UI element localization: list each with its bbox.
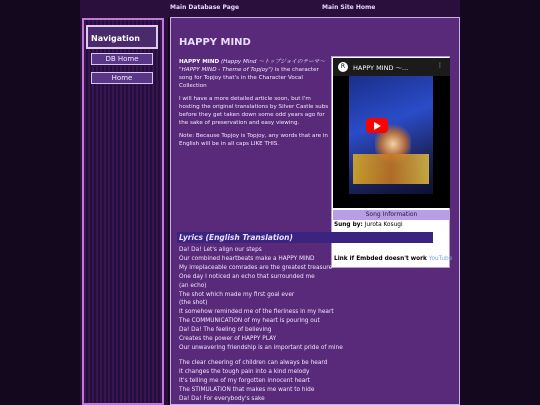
intro-song-name: HAPPY MIND xyxy=(179,59,220,65)
intro-jp-title: (Happy Mind 〜トップジョイのテーマ〜 "HAPPY MIND - Theme of Topjoy") xyxy=(179,59,325,73)
lyric-line: (an echo) xyxy=(179,282,207,289)
lyric-line: The shot which made my first goal ever xyxy=(179,291,295,298)
lyric-line: The STIMULATION that makes me want to hide xyxy=(179,386,315,393)
sung-by-value: Jurota Kosugi xyxy=(364,222,403,228)
thumbnail-highlight xyxy=(353,154,429,184)
top-bar xyxy=(80,0,460,17)
lyric-line: Da! Da! For everybody's sake xyxy=(179,395,265,402)
lyric-line: Our unwavering friendship is an important pride of mine xyxy=(179,344,343,351)
lyric-line: Our combined heartbeats make a HAPPY MIND xyxy=(179,255,315,262)
lyric-line: The COMMUNICATION of my heart is pouring out xyxy=(179,318,320,325)
lyric-line: It's telling me of my forgotten innocent heart xyxy=(179,377,310,384)
lyric-line: Da! Da! Let's align our steps xyxy=(179,247,262,253)
lyric-line: My irreplaceable comrades are the greatest treasure xyxy=(179,264,333,271)
page-title: HAPPY MIND xyxy=(179,37,251,48)
lyric-line: Creates the power of HAPPY PLAY xyxy=(179,336,277,343)
video-title[interactable]: HAPPY MIND 〜... xyxy=(353,64,409,72)
main-content xyxy=(170,17,460,405)
lyric-line: Da! Da! The feeling of believing xyxy=(179,327,272,334)
right-margin xyxy=(460,17,540,405)
lyric-line: (the shot) xyxy=(179,300,208,307)
intro-paragraph xyxy=(179,58,329,90)
channel-avatar[interactable]: R xyxy=(338,62,348,72)
lyrics-stanza-1 xyxy=(179,246,449,353)
embed-note-text: Link if Embded doesn't work xyxy=(334,256,427,262)
song-info-header: Song Information xyxy=(333,210,450,220)
lyrics-text xyxy=(179,246,449,403)
sidebar-item-db-home[interactable]: DB Home xyxy=(91,53,153,65)
lyric-line: It changes the tough pain into a kind melody xyxy=(179,368,310,375)
more-vert-icon[interactable]: ⋮ xyxy=(437,62,443,69)
sung-by-label: Sung by: xyxy=(334,222,363,228)
sung-by xyxy=(334,222,403,228)
lyric-line: The clear cheering of children can always be heard xyxy=(179,359,328,366)
lyric-line: It somehow reminded me of the fieriness in my heart xyxy=(179,309,334,316)
preservation-paragraph: I will have a more detailed article soon, but I'm hosting the original translations by Silver Castle subs before they get taken down some odd years ago for the sake of preservation and easy viewing. xyxy=(179,96,329,126)
intro-text xyxy=(179,58,329,153)
main-database-link[interactable]: Main Database Page xyxy=(170,4,240,11)
lyrics-heading: Lyrics (English Translation) xyxy=(177,232,433,243)
sidebar-title: Navigation xyxy=(86,25,158,49)
video-header xyxy=(333,58,450,76)
main-site-home-link[interactable]: Main Site Home xyxy=(322,4,376,11)
sidebar-item-home[interactable]: Home xyxy=(91,72,153,84)
youtube-embed[interactable] xyxy=(333,58,450,208)
lyrics-stanza-2 xyxy=(179,359,449,404)
youtube-link[interactable]: YouTube xyxy=(428,256,453,262)
intro-description: is the character song for Topjoy that's in the Character Vocal Collection xyxy=(179,67,319,89)
video-thumbnail xyxy=(349,76,433,194)
note-paragraph: Note: Because Topjoy is Topjoy, any words that are in English will be in all caps LIKE THIS. xyxy=(179,133,328,147)
lyric-line: One day I noticed an echo that surrounded me xyxy=(179,273,315,280)
play-button-icon[interactable] xyxy=(366,118,388,133)
